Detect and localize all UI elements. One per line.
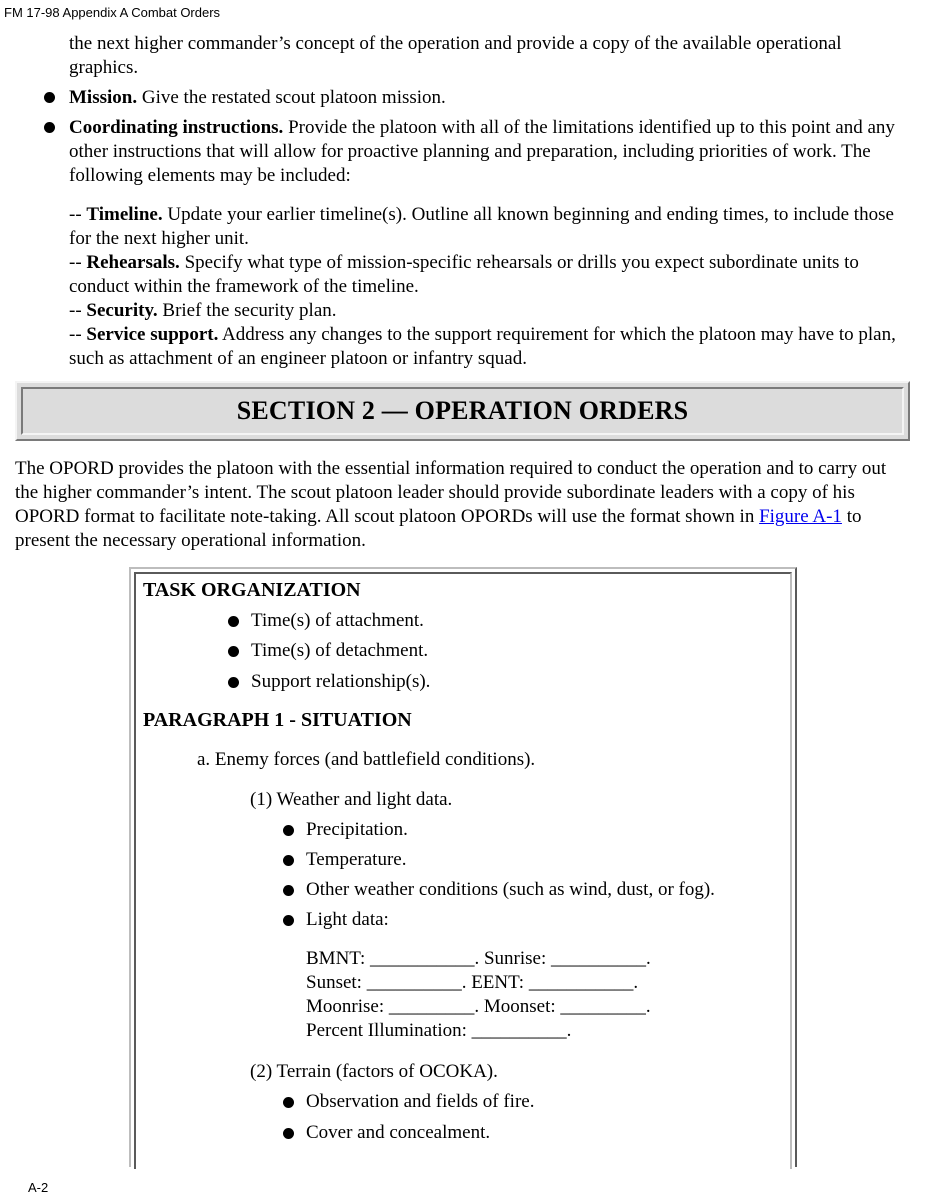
figure-a1-link[interactable]: Figure A-1 — [759, 506, 842, 527]
opord-text-after: to present the necessary operational information. — [15, 506, 862, 551]
element-service-support: -- Service support. Address any changes to the support requirement for which the platoon may have to plan, such as attachment of an engineer platoon or infantry squad. — [69, 324, 896, 369]
bullet-icon — [283, 915, 294, 926]
task-org-item: Support relationship(s). — [251, 671, 431, 692]
coordinating-item — [69, 116, 899, 188]
terrain-title: (2) Terrain (factors of OCOKA). — [250, 1061, 498, 1082]
section-title: SECTION 2 — OPERATION ORDERS — [236, 396, 689, 425]
terrain-item: Observation and fields of fire. — [306, 1091, 535, 1112]
task-org-item: Time(s) of attachment. — [251, 610, 424, 631]
bullet-icon — [283, 1097, 294, 1108]
enemy-forces-line: a. Enemy forces (and battlefield conditions). — [197, 749, 536, 770]
weather-item: Light data: — [306, 909, 389, 930]
light-data-line: Moonrise: _________. Moonset: _________. — [306, 996, 651, 1017]
section-heading-inner — [21, 387, 904, 435]
bullet-icon — [228, 677, 239, 688]
bullet-icon — [283, 885, 294, 896]
bullet-icon — [44, 122, 55, 133]
mission-item — [69, 86, 899, 110]
continuation-paragraph: the next higher commander’s concept of the operation and provide a copy of the available operational graphics. — [69, 33, 842, 78]
bullet-icon — [44, 92, 55, 103]
weather-item: Temperature. — [306, 849, 407, 870]
coordinating-elements — [69, 203, 899, 371]
element-timeline: -- Timeline. Update your earlier timeline(s). Outline all known beginning and ending times, to include those for the next higher unit. — [69, 204, 894, 249]
weather-item: Other weather conditions (such as wind, dust, or fog). — [306, 879, 715, 900]
bullet-icon — [283, 825, 294, 836]
task-organization-heading: TASK ORGANIZATION — [143, 579, 361, 601]
coordinating-label: Coordinating instructions. — [69, 117, 284, 138]
running-header: FM 17-98 Appendix A Combat Orders — [4, 5, 221, 20]
section-heading-box — [15, 381, 910, 441]
opord-paragraph — [15, 457, 910, 553]
element-rehearsals: -- Rehearsals. Specify what type of mission-specific rehearsals or drills you expect subordinate units to conduct within the framework of the timeline. — [69, 252, 859, 297]
light-data-line: BMNT: ___________. Sunrise: __________. — [306, 948, 651, 969]
weather-title: (1) Weather and light data. — [250, 789, 453, 810]
opord-text-before: The OPORD provides the platoon with the essential information required to conduct the operation and to carry out the higher commander’s intent. The scout platoon leader should provide subordinate leaders with a copy of his OPORD format to facilitate note-taking. All scout platoon OPORDs will use the format shown in — [15, 458, 887, 527]
paragraph-1-heading: PARAGRAPH 1 - SITUATION — [143, 709, 412, 731]
coordinating-text: Provide the platoon with all of the limitations identified up to this point and any other instructions that will allow for proactive planning and preparation, including priorities of work. The following elements may be included: — [69, 117, 895, 186]
task-org-item: Time(s) of detachment. — [251, 640, 429, 661]
page-number: A-2 — [28, 1180, 49, 1195]
bullet-icon — [283, 855, 294, 866]
mission-text: Give the restated scout platoon mission. — [137, 87, 446, 108]
weather-item: Precipitation. — [306, 819, 408, 840]
light-data-line: Percent Illumination: __________. — [306, 1020, 572, 1041]
bullet-icon — [228, 616, 239, 627]
element-security: -- Security. Brief the security plan. — [69, 300, 337, 321]
bullet-icon — [283, 1128, 294, 1139]
mission-label: Mission. — [69, 87, 138, 108]
light-data-line: Sunset: __________. EENT: ___________. — [306, 972, 639, 993]
bullet-icon — [228, 646, 239, 657]
terrain-item: Cover and concealment. — [306, 1122, 491, 1143]
